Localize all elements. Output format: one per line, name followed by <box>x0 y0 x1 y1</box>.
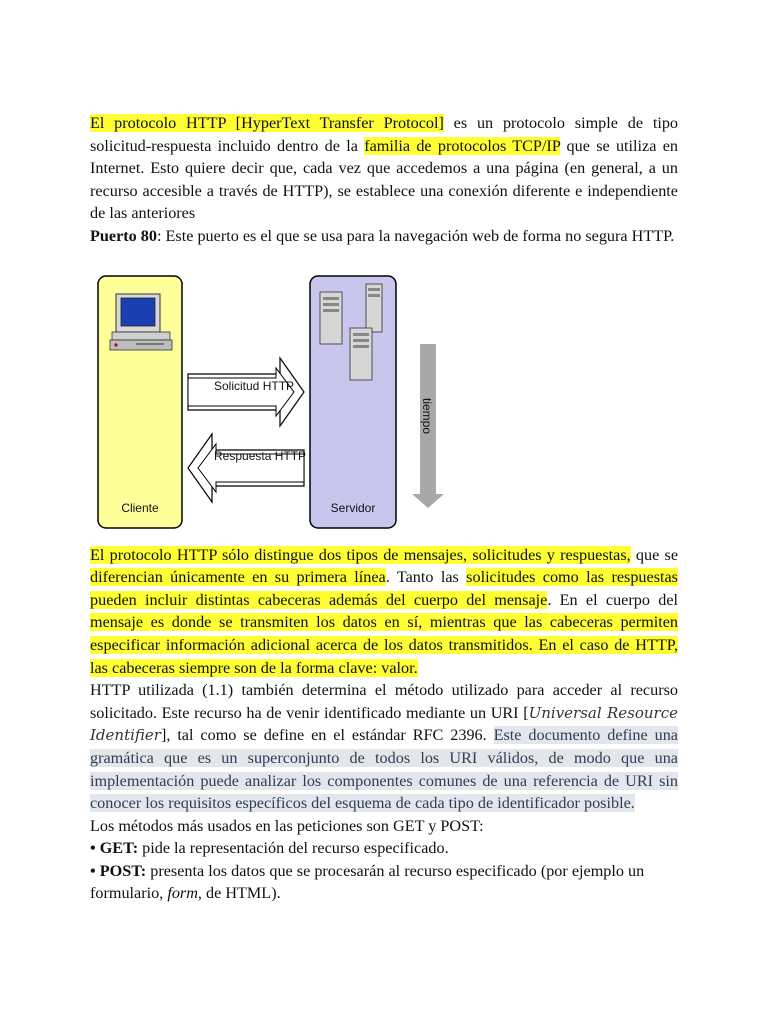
get-label: • GET: <box>90 839 139 858</box>
text-segment: . Tanto las <box>385 568 467 587</box>
port-paragraph <box>90 225 678 248</box>
uri-term: Universal Resource Identifier <box>90 703 679 745</box>
http-diagram-svg <box>96 274 456 534</box>
response-arrow <box>188 434 307 502</box>
highlight-body: mensaje es donde se transmiten los datos en sí, mientras que las cabeceras permiten especificar información adicional acerca de los datos transmitidos. En el caso de HTTP, las cabeceras siempre son de la forma clave: valor. <box>90 613 678 677</box>
text-segment: que se utiliza en Internet. Esto quiere decir que, cada vez que accedemos a una página (en general, a un recurso accesible a través de HTTP), se establece una conexión diferente e independiente de las anteriores <box>90 136 678 223</box>
highlight-headers: solicitudes como las respuestas pueden incluir distintas cabeceras además del cuerpo del mensaje <box>90 568 678 609</box>
get-item <box>90 837 678 860</box>
time-label: tiempo <box>420 397 434 434</box>
http-diagram <box>96 274 684 534</box>
highlight-tcpip: familia de protocolos TCP/IP <box>364 136 561 155</box>
highlight-http-definition: El protocolo HTTP [HyperText Transfer Protocol] <box>90 114 444 132</box>
text-segment: . En el cuerpo del <box>547 590 679 609</box>
messages-paragraph <box>90 544 678 680</box>
post-text-end: de HTML). <box>201 884 281 903</box>
post-label: • POST: <box>90 861 147 880</box>
port-label: Puerto 80 <box>90 226 157 245</box>
server-label: Servidor <box>330 500 376 515</box>
port-text: : Este puerto es el que se usa para la navegación web de forma no segura HTTP. <box>156 226 675 245</box>
highlight-message-types: El protocolo HTTP sólo distingue dos tipos de mensajes, solicitudes y respuestas, <box>90 545 631 564</box>
post-item <box>90 860 678 905</box>
form-term: form, <box>167 884 202 903</box>
client-label: Cliente <box>121 500 159 515</box>
text-segment: HTTP utilizada (1.1) también determina el método utilizado para acceder al recurso solicitado. Este recurso ha de venir identificado mediante un URI [ <box>90 681 678 722</box>
post-text: presenta los datos que se procesarán al recurso especificado (por ejemplo un formulario, <box>90 861 645 903</box>
text-segment: es un protocolo simple de tipo solicitud-respuesta incluido dentro de la <box>90 114 679 155</box>
get-text: pide la representación del recurso especificado. <box>138 839 449 858</box>
highlight-first-line: diferencian únicamente en su primera línea <box>90 568 386 587</box>
text-segment: ], tal como se define en el estándar RFC 2396. <box>160 726 494 745</box>
methods-intro: Los métodos más usados en las peticiones son GET y POST: <box>90 816 484 835</box>
text-segment: que se <box>630 545 679 564</box>
request-label: Solicitud HTTP <box>214 378 295 393</box>
document-page <box>90 112 678 905</box>
uri-paragraph <box>90 679 678 815</box>
highlight-grammar: Este documento define una gramática que es un superconjunto de todos los URI válidos, de modo que una implementación puede analizar los componentes comunes de una referencia de URI sin conocer los requisitos específicos del esquema de cada tipo de identificador posible. <box>90 726 678 813</box>
response-label: Respuesta HTTP <box>214 448 307 463</box>
intro-paragraph <box>90 112 678 225</box>
